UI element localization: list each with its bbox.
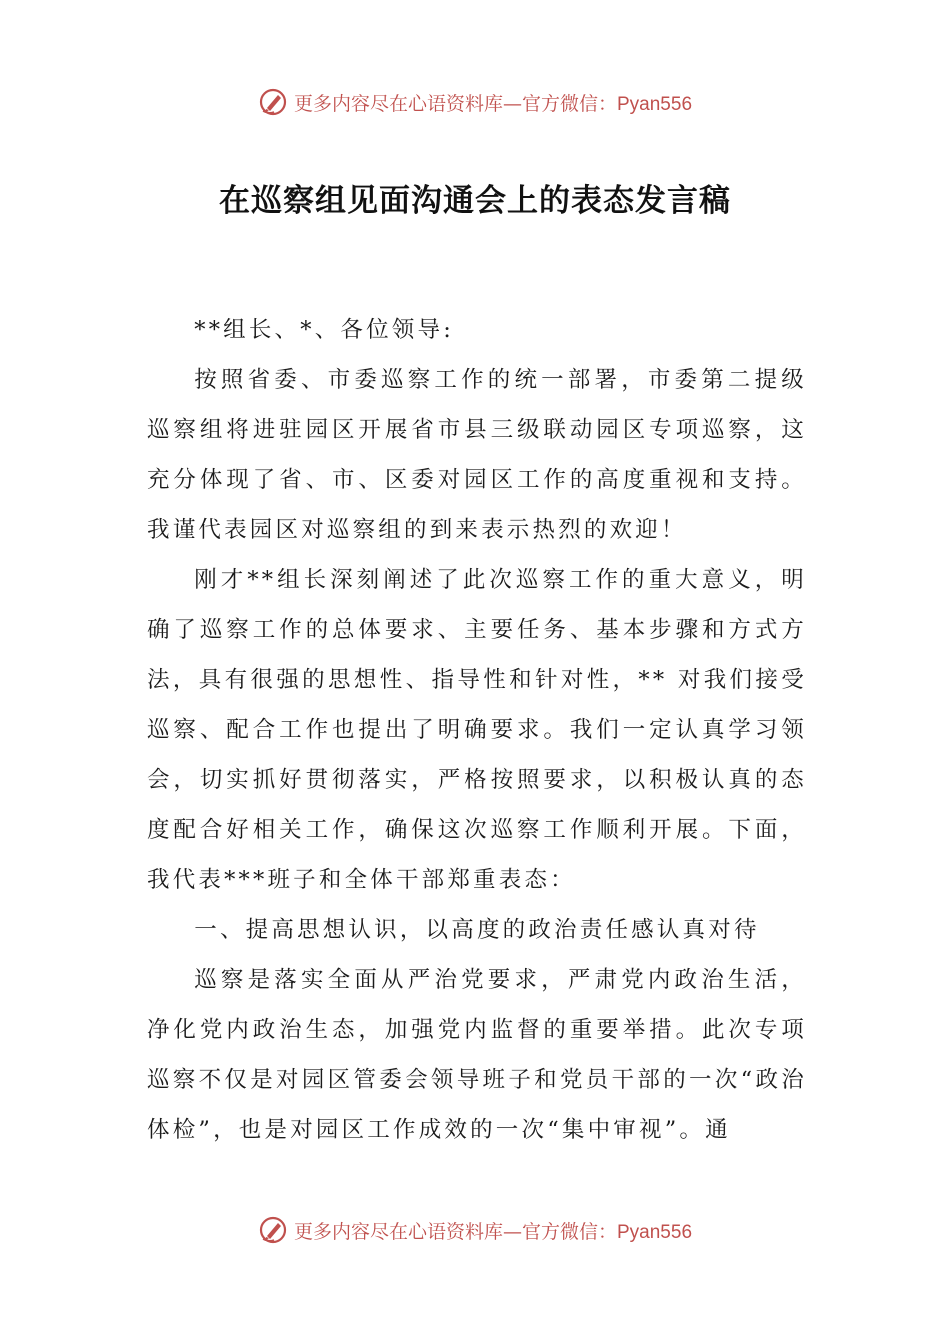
document-body <box>147 305 807 1155</box>
footer-watermark <box>0 1210 950 1250</box>
greeting-line: **组长、*、各位领导: <box>194 317 454 343</box>
paragraph: 按照省委、市委巡察工作的统一部署，市委第二提级巡察组将进驻园区开展省市县三级联动园区专项巡察，这充分体现了省、市、区委对园区工作的高度重视和支持。我谨代表园区对巡察组的到来表示热烈的欢迎！ <box>147 367 807 543</box>
paragraph: 巡察是落实全面从严治党要求，严肃党内政治生活，净化党内政治生态，加强党内监督的重要举措。此次专项巡察不仅是对园区管委会领导班子和党员干部的一次“政治体检”，也是对园区工作成效的一次“集中审视”。通 <box>147 967 807 1143</box>
header-watermark <box>0 82 950 122</box>
pen-logo-icon <box>258 1215 288 1245</box>
watermark-text: 更多内容尽在心语资料库—官方微信：Pyan556 <box>293 92 693 115</box>
pen-logo-icon <box>258 87 288 117</box>
watermark-text: 更多内容尽在心语资料库—官方微信：Pyan556 <box>293 1220 693 1243</box>
section-heading: 一、提高思想认识，以高度的政治责任感认真对待 <box>194 917 760 943</box>
document-title: 在巡察组见面沟通会上的表态发言稿 <box>219 183 731 219</box>
paragraph: 刚才**组长深刻阐述了此次巡察工作的重大意义，明确了巡察工作的总体要求、主要任务、基本步骤和方式方法，具有很强的思想性、指导性和针对性，** 对我们接受巡察、配合工作也提出了明确要求。我们一定认真学习领会，切实抓好贯彻落实，严格按照要求，以积极认真的态度配合好相关工作，确保这次巡察工作顺利开展。下面，我代表***班子和全体干部郑重表态： <box>147 567 807 893</box>
